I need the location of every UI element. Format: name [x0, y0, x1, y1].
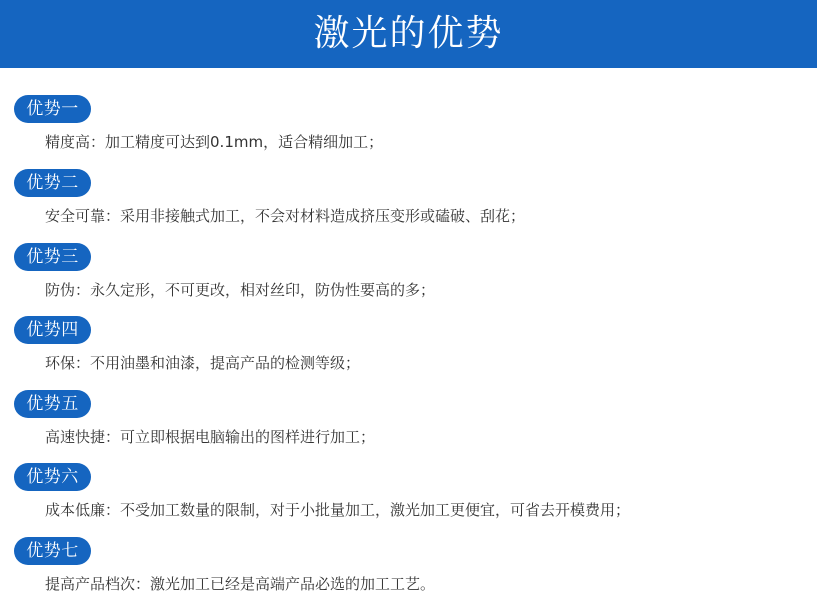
- advantage-description: 安全可靠：采用非接触式加工，不会对材料造成挤压变形或磕破、刮花；: [45, 207, 526, 225]
- advantage-description: 高速快捷：可立即根据电脑输出的图样进行加工；: [45, 428, 376, 446]
- page-title: 激光的优势: [313, 13, 504, 54]
- advantage-description: 防伪：永久定形，不可更改，相对丝印，防伪性要高的多；: [45, 281, 436, 299]
- advantage-item-7: [0, 537, 817, 611]
- advantage-badge: 优势六: [14, 463, 91, 491]
- advantage-badge: 优势三: [14, 243, 91, 271]
- advantage-description: 提高产品档次：激光加工已经是高端产品必选的加工工艺。: [45, 575, 436, 593]
- advantage-item-4: [0, 316, 817, 390]
- advantage-badge: 优势二: [14, 169, 91, 197]
- advantage-badge: 优势一: [14, 95, 91, 123]
- advantage-item-6: [0, 463, 817, 537]
- advantage-item-1: [0, 95, 817, 169]
- advantage-description: 环保：不用油墨和油漆，提高产品的检测等级；: [45, 354, 361, 372]
- advantage-item-3: [0, 243, 817, 317]
- advantage-badge: 优势七: [14, 537, 91, 565]
- advantage-description: 成本低廉：不受加工数量的限制，对于小批量加工，激光加工更便宜，可省去开模费用；: [45, 501, 631, 519]
- advantage-item-5: [0, 390, 817, 464]
- header-banner: [0, 0, 817, 68]
- advantage-badge: 优势四: [14, 316, 91, 344]
- advantage-item-2: [0, 169, 817, 243]
- advantage-badge: 优势五: [14, 390, 91, 418]
- advantage-description: 精度高：加工精度可达到0.1mm，适合精细加工；: [45, 133, 384, 151]
